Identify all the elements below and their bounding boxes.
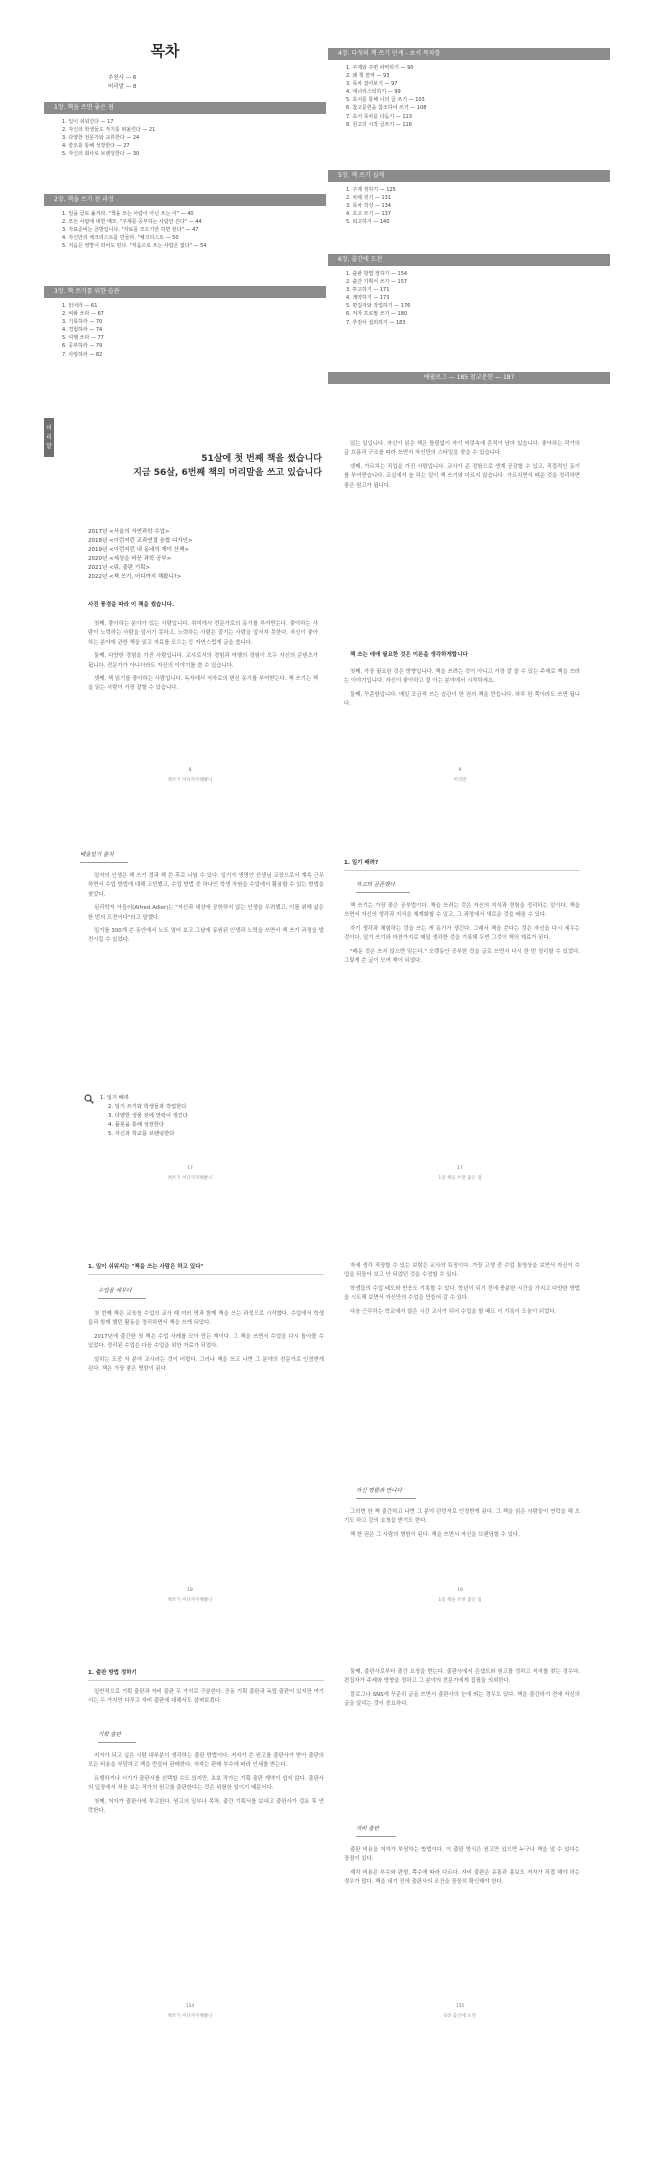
toc-item: 7. 초서 목차를 다듬기 — 113: [346, 113, 412, 120]
toc-front-matter: [108, 74, 268, 92]
book-history-item: 2018년 <이런저런 교과연결 융합 디자인>: [88, 538, 193, 544]
toc-item: 7. 추천사 섭외하기 — 183: [346, 319, 406, 326]
toc-item: 4. 경험하라 — 74: [62, 327, 103, 334]
toc-item: 1. 읽어라 — 61: [62, 303, 98, 309]
underline-stroke: [80, 862, 128, 863]
toc-item: 2. 써봐 쓰라 — 67: [62, 311, 104, 318]
paragraph: 일자의 인생은 책 쓰기 경과 책 쓴 후로 나뉠 수 있다. 일기가 생명인 선생님 교장으로서 계속 근무하면서 수업 방법에 대해 고민했고, 수업 방법 중 하나인 학생 자원을 수업에서 활용할 수 있는 방법을 찾았다.: [88, 873, 324, 898]
list-item: 4. 플롯을 통해 성장한다: [108, 1122, 165, 1128]
paragraph: 둘째, 출판사로부터 출간 요청을 받는다. 출판사에서 콘셉트와 원고를 정하고 저자를 찾는 경우다. 편집자가 주제와 방향을 정하고 그 분야의 전문가에게 집필을 의뢰한다.: [344, 1669, 580, 1685]
paragraph: 저자가 되고 싶은 사람 대부분이 생각하는 출판 방법이다. 저자가 쓴 원고를 출판사가 받아 출판의 모든 비용을 부담하고 책을 만들어 판매한다. 저자는 판매 부수에 따라 인세를 받는다.: [88, 1753, 324, 1769]
handwritten-label: 자비 출판: [356, 1826, 380, 1832]
toc-item: 4. 애너리스틱하기 — 99: [346, 89, 401, 96]
paragraph: 첫 번째 책은 교육청 수업의 교사 때 여러 명과 함께 책을 쓰는 과정으로 시작했다. 수업에서 학생들과 함께 했던 활동을 정리하면서 책을 쓰게 되었다.: [88, 1311, 324, 1327]
paragraph: 둘째, 꾸준함입니다. 매일 조금씩 쓰는 습관이 한 권의 책을 만듭니다. 하루 한 쪽이라도 쓰면 됩니다.: [344, 691, 580, 708]
list-item: 2. 일기 쓰기와 학생들과 작업한다: [108, 1104, 187, 1110]
section-heading: 1. 일기 배려?: [344, 860, 379, 866]
divider: [88, 1680, 324, 1681]
toc-item: 1. 일을 글로 옮겨라. "책을 쓰는 사람이 아닌 쓰는 이" — 40: [62, 211, 194, 217]
handwritten-label: 차고의 공존했다: [356, 882, 395, 888]
toc-item: 3. 기록하라 — 70: [62, 319, 103, 326]
handwritten-label: 기획 출판: [98, 1732, 122, 1738]
section-heading: 1. 일이 쉬워지는 "책을 쓰는 사람은 하고 있다": [88, 1264, 204, 1270]
toc-item: 5. 자신의 회사로 브랜딩한다 — 30: [62, 151, 140, 158]
paragraph: 다음 근무하는 학교에서 많은 시간 교사가 되어 수업을 할 때도 이 기록이 도움이 되었다.: [350, 1308, 557, 1315]
handwritten-label: 수업을 세우다: [98, 1288, 132, 1294]
toc-end-matter: 에필로그 — 185 참고문헌 — 187: [328, 372, 610, 384]
list-item: 5. 자신과 학교를 브랜딩한다: [108, 1131, 175, 1137]
page-number: 9: [458, 768, 462, 773]
page-footer: 머리말: [453, 778, 467, 783]
divider: [88, 1274, 324, 1275]
paragraph: 일반적으로 기획 출판과 자비 출판 두 가지로 구분한다. 공동 기획 출판과 독립 출판이 있지만 여기서는 두 가지만 다루고 자비 출판에 대해서도 살펴보겠다.: [88, 1689, 324, 1705]
page-footer: 책쓰기 어디까지해봤니: [167, 1598, 213, 1603]
spread3-left-body: [88, 1310, 324, 1568]
toc-item: 6. 참고문헌을 참조하여 쓰기 — 108: [346, 105, 427, 112]
toc-part-heading: 6장. 출간에 도전: [328, 254, 610, 266]
toc-item: 3. 자료준비는 금방입니다. "자료를 모으기만 하면 된다" — 47: [62, 227, 199, 234]
book-history-item: 2020년 <세상을 바꾼 과학 공부>: [88, 556, 172, 562]
page-number: 18: [187, 1588, 193, 1593]
toc-front-item: 머리말 — 8: [108, 84, 137, 90]
preface-right-body: [344, 440, 580, 575]
toc-part-5: [328, 170, 610, 226]
preface-heading-line: 51살에 첫 번째 책을 썼습니다: [201, 454, 322, 464]
handwritten-label: 배움일기 출처: [80, 852, 114, 858]
spread2-summary-list: [100, 1094, 300, 1139]
page-number: 155: [455, 2004, 465, 2009]
toc-item: 5. 여행 쓰라 — 77: [62, 335, 104, 342]
book-history-item: 2019년 <이런저런 내 동네의 재미 산책>: [88, 547, 190, 553]
magnifier-icon: [84, 1094, 94, 1104]
paragraph: 자세 생각 직장할 수 있는 보람은 교사의 특징이다. 가장 고생 중 수업 통영상을 보면서 자신이 수업을 되돌아 보고 안 되었던 것을 수정할 수 있다.: [344, 1263, 580, 1279]
paragraph: 제작 비용은 부수와 판형, 쪽수에 따라 다르다. 자비 출판은 유통과 홍보도 저자가 직접 해야 하는 경우가 많다. 책을 내기 전에 출판사의 조건을 꼼꼼히 확인해야 한다.: [344, 1869, 580, 1886]
toc-part-6: [328, 254, 610, 327]
handwritten-label: 자신 명함과 만나다: [356, 1488, 403, 1494]
page-footer: 책쓰기 어디까지해봤니: [167, 778, 213, 783]
spread4-left-body: [88, 1752, 324, 1992]
paragraph: 책 쓰기는 가장 좋은 공부법이다. 책을 쓰려는 것은 자신의 지식과 경험을 정리하는 일이다. 책을 쓰면서 자신의 생각과 지식을 체계화할 수 있고, 그 과정에서 새로운 것을 배울 수 있다.: [344, 903, 580, 919]
preface-heading: [60, 452, 322, 480]
divider: [344, 870, 580, 871]
toc-part-3: [44, 286, 326, 359]
toc-item: 5. 초서를 통해 나의 글 쓰기 — 103: [346, 97, 425, 104]
toc-item: 2. 자신의 학생들도 자기를 떠올린다 — 21: [62, 127, 156, 134]
paragraph: "배운 것은 쓰지 않으면 잊는다." 오랫동안 공부한 것을 글로 쓰면서 다시 한 번 정리할 수 있었다. 그렇게 쓴 글이 모여 책이 되었다.: [344, 948, 580, 965]
spread4-left-intro: [88, 1688, 324, 1722]
toc-item: 1. 주제 정하기 — 125: [346, 187, 396, 193]
paragraph: 있는 일입니다. 자신이 읽은 책은 틀림없이 자기 머릿속에 흔적이 남아 있습니다. 좋아하는 작가의 글 흐름과 구조를 따라 쓰면서 자신만의 스타일을 찾을 수 있습니다.: [344, 441, 580, 457]
toc-part-4: [328, 48, 610, 129]
spread3-right-body-2: [344, 1508, 580, 1578]
toc-item: 2. 왜 책 쓸까 — 93: [346, 73, 390, 80]
toc-item: 1. 출판 방법 정하기 — 154: [346, 271, 408, 277]
paragraph: 셋째, 책 읽기를 좋아하는 사람입니다. 독자에서 저자로의 변신 동기를 부여받는다. 책 쓰기는 책을 읽는 사람이 가장 잘할 수 있습니다.: [88, 676, 318, 692]
toc-item: 7. 사랑하라 — 82: [62, 351, 103, 358]
spread3-right-body: [344, 1262, 580, 1427]
preface-left-body: [88, 620, 318, 760]
paragraph: 그러면 한 책 출간하고 나면 그 분야 관련자로 인정받게 된다. 그 책을 읽은 사람들이 연락을 해 오기도 하고 강의 요청을 받기도 한다.: [344, 1509, 580, 1525]
book-history-item: 2022년 <책 쓰기, 어디까지 해봤니?>: [88, 574, 182, 580]
page-number: 17: [187, 1166, 193, 1171]
page-footer: 책쓰기 어디까지해봤니: [167, 1176, 213, 1181]
toc-part-2: [44, 194, 326, 250]
preface-heading-line: 지금 56살, 6번째 책의 머리말을 쓰고 있습니다: [133, 468, 322, 478]
toc-item: 4. 자신만의 체크리스트를 만들라. "체크리스트 — 50: [62, 235, 179, 242]
toc-item: 3. 다양한 전문가와 교류한다 — 24: [62, 135, 140, 142]
underline-stroke: [356, 1498, 416, 1499]
toc-item: 4. 쓸모를 통해 성장한다 — 27: [62, 143, 130, 150]
toc-item: 3. 투고하기 — 171: [346, 287, 390, 294]
toc-item: 3. 목차 작성 — 134: [346, 203, 391, 210]
page-number: 19: [457, 1588, 463, 1593]
toc-item: 1. 일이 쉬워진다 — 17: [62, 119, 114, 125]
toc-part-heading: 4장. 다섯의 책 쓰기 단계 - 초서 목차를: [328, 48, 610, 60]
section-heading: 1. 출판 방법 정하기: [88, 1670, 137, 1676]
page-number: 8: [188, 768, 192, 773]
paragraph: 둘째, 다양한 경험을 가진 사람입니다. 교사로서의 경험과 여행의 경험이 모두 자신의 콘텐츠가 됩니다. 전문가가 아니더라도 자신의 이야기를 쓸 수 있습니다.: [88, 653, 318, 669]
toc-item: 1. 주제와 주변 파악하기 — 90: [346, 65, 414, 71]
toc-item: 4. 초고 쓰기 — 137: [346, 211, 391, 218]
paragraph: 첫째, 좋아하는 분야가 있는 사람입니다. 취미에서 전문가로의 동기를 부여받는다. 좋아하는 사람이 노력하는 사람을 앞서기 못하고, 노력하는 사람은 즐기는 사람을 앞서지 못한다. 자신이 좋아하는 분야에 관한 책을 읽고 자료를 모으는 등 자연스럽게 글을 씁니다.: [88, 621, 318, 646]
book-history-list: [88, 528, 318, 582]
underline-stroke: [356, 892, 410, 893]
page-number: 154: [185, 2004, 195, 2009]
toc-item: 6. 공부하라 — 79: [62, 343, 103, 350]
list-item: 3. 다양한 생물 전에 연락이 생긴다: [108, 1113, 188, 1119]
paragraph: 첫째, 저자가 출판사에 투고한다. 원고의 일부나 목차, 출간 기획서를 보내고 출판사가 검토 후 연락한다.: [88, 1798, 324, 1815]
paragraph: 자기 생각과 체험하는 것을 쓰는 게 동기가 생긴다. 그래서 책을 쓴다는 것은 자신을 다시 세우는 것이다. 일기 쓰기와 마찬가지로 매일 생각한 것을 기록해 두면 그것이 책의 재료가 된다.: [344, 925, 580, 942]
paragraph: 일하는 도중 자 분야 교사라는 것이 어렵다. 그러나 책을 쓰고 나면 그 분야의 전문가로 인정받게 된다. 책은 가장 좋은 명함이 된다.: [88, 1356, 324, 1373]
toc-item: 6. 저자 프로필 쓰기 — 180: [346, 311, 408, 318]
toc-part-heading: 2장. 책을 쓰기 전 과정: [44, 194, 326, 206]
toc-part-1: [44, 102, 326, 158]
page-footer: 1장 책을 쓰면 좋은 점: [438, 1176, 482, 1181]
paragraph: 출판 비용을 저자가 부담하는 방법이다. 이 출판 방식은 원고만 있으면 누구나 책을 낼 수 있다는 장점이 있다.: [344, 1847, 580, 1863]
spread4-right-body: [344, 1668, 580, 1803]
toc-part-heading: 5장. 책 쓰기 실제: [328, 170, 610, 182]
paragraph: 심리학자 아들러(Alfred Adler)는 "자신과 세상에 공헌하지 않는 인생을 우려했고, 이를 위해 삶은 한 번의 도전이다"라고 말했다.: [88, 905, 324, 921]
toc-item: 2. 차례 짓기 — 131: [346, 195, 391, 202]
toc-item: 5. 편집자와 작업하기 — 176: [346, 303, 411, 310]
paragraph: 학생들의 수업 태도와 반응도 기록할 수 있다. 학년이 되기 전에 충분한 시간을 가지고 다양한 방법을 시도해 보면서 자신만의 수업을 만들어 갈 수 있다.: [344, 1285, 580, 1302]
preface-left-subheading: 사진 풍경을 따라 이 책을 썼습니다.: [88, 602, 175, 608]
toc-item: 2. 모든 사람에 대한 메모. "주제를 공부하는 사람만 쓴다" — 44: [62, 219, 202, 226]
side-tab: 머리말: [44, 418, 54, 457]
book-history-item: 2021년 <뭐, 출판 기획>: [88, 565, 151, 571]
underline-stroke: [356, 1836, 396, 1837]
preface-right-body-2: [344, 668, 580, 768]
toc-item: 5. 퇴고하기 — 140: [346, 219, 390, 226]
book-history-item: 2017년 <서울의 자연과학 수업>: [88, 529, 170, 535]
paragraph: 첫째, 가장 필요한 것은 방향입니다. 책을 쓰려는 것이 아니고 가장 잘 쓸 수 있는 주제로 책을 쓰라는 이야기입니다. 자신이 좋아하고 잘 아는 분야에서 시작하세요.: [344, 669, 580, 685]
paragraph: 2017년에 출간한 첫 책은 수업 사례를 모아 만든 책이다. 그 책을 쓰면서 수업을 다시 돌아볼 수 있었다. 정리된 수업은 다음 수업을 위한 자료가 되었다.: [88, 1333, 324, 1350]
toc-item: 3. 목차 잡아보기 — 97: [346, 81, 398, 88]
toc-item: 5. 처음은 엉망이 되어도 된다. "처음으로 쓰는 사람은 없다" — 54: [62, 243, 207, 250]
preface-right-subheading: 책 쓰는 데에 필요한 것은 이론을 생각하게합니다: [350, 652, 468, 658]
spread2-left-body: [88, 872, 324, 1082]
toc-title: 목차: [150, 42, 180, 60]
toc-item: 4. 계약하기 — 173: [346, 295, 390, 302]
toc-item: 2. 출간 기획서 쓰기 — 157: [346, 279, 408, 286]
toc-front-item: 추천사 — 6: [108, 75, 137, 81]
toc-part-heading: 1장. 책을 쓰면 좋은 점: [44, 102, 326, 114]
page-number: 17: [457, 1166, 463, 1171]
paragraph: 블로그나 SNS에 꾸준히 글을 쓰면서 출판사의 눈에 띄는 경우도 있다. 책을 출간하기 전에 자신의 글을 알리는 것이 중요하다.: [344, 1691, 580, 1708]
spread4-right-body-2: [344, 1846, 580, 1996]
spread2-right-body: [344, 902, 580, 1152]
toc-part-heading: 3장. 책 쓰기를 위한 습관: [44, 286, 326, 298]
paragraph: 넷째, 가르치는 직업을 가진 사람입니다. 교사가 준 경험으로 생계 공감할 수 있고, 직접적인 동기를 부여받습니다. 교실에서 늘 하는 일이 책 쓰기와 다르지 않습니다. 가르치면서 배운 것을 정리하면 좋은 원고가 됩니다.: [344, 463, 580, 489]
list-item: 1. 일기 배려: [100, 1095, 129, 1101]
paragraph: 일기를 300개 쓴 동안에서 노트 열어 보고 그날에 동원된 인생과 노력을 쓰면서 책 쓰기 과정을 발전시킬 수 있었다.: [88, 928, 324, 944]
page-footer: 6장 출간에 도전: [444, 2014, 476, 2019]
underline-stroke: [98, 1298, 146, 1299]
toc-item: 8. 원고의 시작 글쓰기 — 116: [346, 121, 412, 128]
page-footer: 1장 책을 쓰면 좋은 점: [438, 1598, 482, 1603]
paragraph: 책 한 권은 그 사람의 명함이 된다. 책을 쓰면서 자신을 브랜딩할 수 있다.: [350, 1531, 520, 1538]
paragraph: 유행하거나 시기가 출판사를 선택할 수도 있지만, 초보 작가는 기획 출판 계약이 쉽지 않다. 출판사의 입장에서 처음 보는 작가의 원고를 출판한다는 것은 위험한 일이기 때문이다.: [88, 1775, 324, 1792]
underline-stroke: [98, 1742, 136, 1743]
page-footer: 책쓰기 어디까지해봤니: [167, 2014, 213, 2019]
